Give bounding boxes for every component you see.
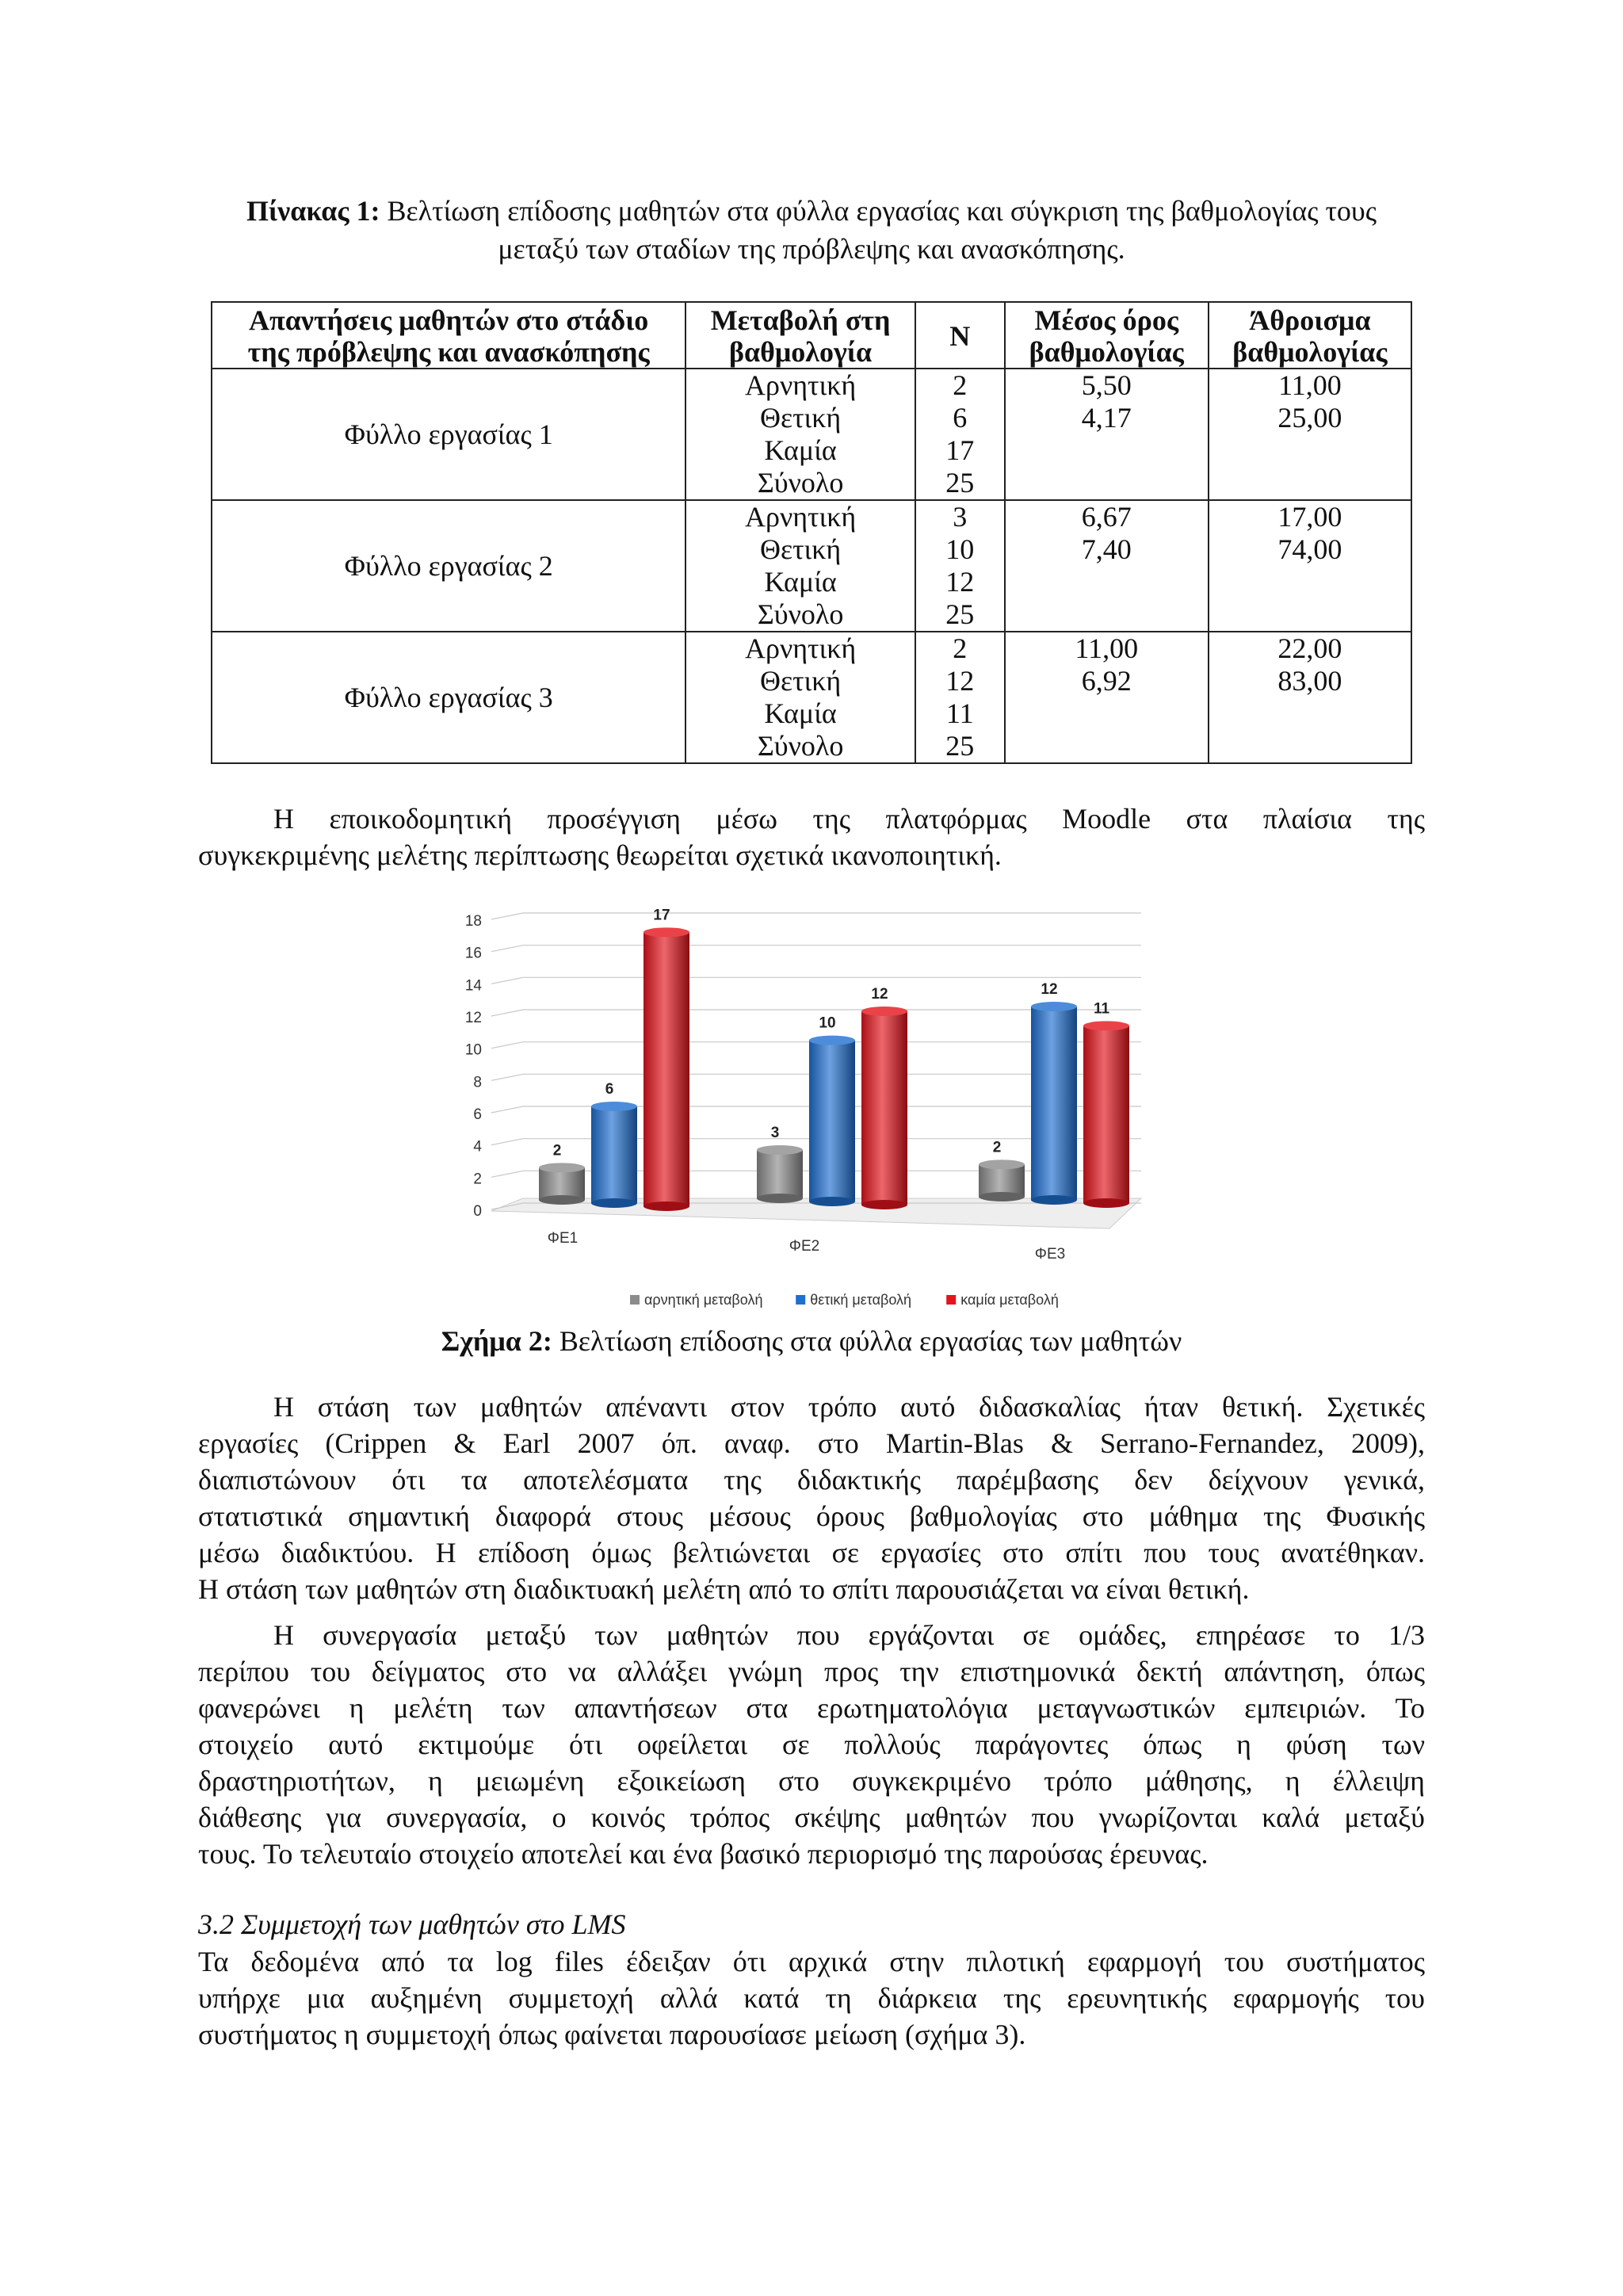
legend-swatch [630,1295,640,1305]
table-caption-text-line1: Βελτίωση επίδοσης μαθητών στα φύλλα εργασίας και σύγκριση της βαθμολογίας τους [387,195,1377,227]
legend-label: θετική μεταβολή [810,1292,912,1308]
paragraph-attitude [198,1389,1425,1607]
bar-ΦΕ1-καμία μεταβολή [643,932,689,1206]
paragraph-line: διαπιστώνουν ότι τα αποτελέσματα της διδακτικής παρέμβασης δεν δείχνουν γενικά, [198,1464,1425,1496]
results-table [211,301,1412,764]
header-responses: Απαντήσεις μαθητών στο στάδιο της πρόβλεψης και ανασκόπησης [212,302,685,369]
mean-cell: 6,67 7,40 [1005,500,1209,632]
n-cell: 2 6 17 25 [915,369,1005,500]
paragraph-line: Η στάση των μαθητών απέναντι στον τρόπο αυτό διδασκαλίας ήταν θετική. Σχετικές [273,1391,1425,1423]
change-cell: Αρνητική Θετική Καμία Σύνολο [685,632,915,763]
paragraph-line: συστήματος η συμμετοχή όπως φαίνεται παρουσίασε μείωση (σχήμα 3). [198,2019,1026,2050]
table-header-row [212,302,1411,369]
sum-cell: 11,00 25,00 [1209,369,1411,500]
y-tick-label: 10 [464,1041,482,1059]
header-sum: Άθροισμα βαθμολογίας [1209,302,1411,369]
figure-caption [198,1322,1425,1360]
bar-ΦΕ3-θετική μεταβολή [1031,1007,1077,1200]
table-row [212,632,1411,763]
x-tick-label: ΦΕ1 [547,1230,579,1247]
table-row [212,369,1411,500]
gridline-depth [491,1106,523,1113]
bar-ΦΕ1-θετική μεταβολή [591,1106,637,1203]
n-cell: 3 10 12 25 [915,500,1005,632]
bar-top [809,1036,855,1045]
change-cell: Αρνητική Θετική Καμία Σύνολο [685,500,915,632]
gridline-depth [491,977,523,984]
y-tick-label: 14 [464,977,482,995]
sheet-label: Φύλλο εργασίας 2 [212,500,685,632]
bar-ΦΕ3-αρνητική μεταβολή [979,1164,1025,1197]
gridline-depth [491,1139,523,1145]
table-caption [198,192,1425,268]
x-tick-label: ΦΕ2 [789,1238,820,1255]
bar-top [1083,1021,1129,1030]
x-tick-label: ΦΕ3 [1034,1246,1066,1263]
bar-top [591,1102,637,1111]
sheet-label: Φύλλο εργασίας 1 [212,369,685,500]
figure-caption-label: Σχήμα 2: [441,1325,552,1357]
paragraph-line: Η στάση των μαθητών στη διαδικτυακή μελέτη από το σπίτι παρουσιάζεται να είναι θετική. [198,1573,1250,1605]
bar-ΦΕ3-καμία μεταβολή [1083,1026,1129,1203]
y-tick-label: 6 [473,1106,482,1123]
bar-top [979,1159,1025,1169]
bar-bottom [1031,1195,1077,1205]
paragraph-line: Η εποικοδομητική προσέγγιση μέσω της πλατφόρμας Moodle στα πλαίσια της [273,803,1425,835]
y-tick-label: 8 [473,1074,482,1091]
gridline-depth [491,913,523,919]
data-label: 17 [653,907,670,924]
table-caption-label: Πίνακας 1: [246,195,380,227]
y-tick-label: 18 [464,913,482,930]
table-caption-text-line2: μεταξύ των σταδίων της πρόβλεψης και ανασκόπησης. [498,233,1125,265]
y-tick-label: 4 [473,1138,482,1156]
paragraph-lms [198,1943,1425,2053]
data-label: 12 [1041,981,1058,998]
bar-ΦΕ2-αρνητική μεταβολή [757,1150,803,1198]
sheet-label: Φύλλο εργασίας 3 [212,632,685,763]
bar-ΦΕ2-θετική μεταβολή [809,1041,855,1201]
bar-bottom [591,1198,637,1208]
paragraph-line: Η συνεργασία μεταξύ των μαθητών που εργάζονται σε ομάδες, επηρέασε το 1/3 [273,1619,1425,1651]
mean-cell: 11,00 6,92 [1005,632,1209,763]
header-change: Μεταβολή στη βαθμολογία [685,302,915,369]
bar-bottom [979,1192,1025,1201]
gridline-depth [491,1042,523,1049]
legend-swatch [946,1295,956,1305]
legend-swatch [796,1295,805,1305]
paragraph-line: υπήρχε μια αυξημένη συμμετοχή αλλά κατά τη διάρκεια της ερευνητικής εφαρμογής του [198,1982,1425,2014]
paragraph-line: Τα δεδομένα από τα log files έδειξαν ότι αρχικά στην πιλοτική εφαρμογή του συστήματος [198,1946,1425,1977]
data-label: 12 [871,986,888,1003]
paragraph-line: συγκεκριμένης μελέτης περίπτωσης θεωρείται σχετικά ικανοποιητική. [198,839,1002,871]
bar-top [1031,1002,1077,1011]
y-tick-label: 12 [464,1010,482,1026]
bar-chart [444,904,1189,1316]
paragraph-line: στατιστικά σημαντική διαφορά στους μέσους όρους βαθμολογίας στο μάθημα της Φυσικής [198,1500,1425,1532]
paragraph-cooperation [198,1617,1425,1872]
bar-top [539,1163,585,1172]
paragraph-line: στοιχείο αυτό εκτιμούμε ότι οφείλεται σε πολλούς παράγοντες όπως η φύση των [198,1729,1425,1760]
header-mean: Μέσος όρος βαθμολογίας [1005,302,1209,369]
data-label: 2 [992,1139,1002,1156]
paragraph-line: διάθεσης για συνεργασία, ο κοινός τρόπος σκέψης μαθητών που γνωρίζονται καλά μεταξύ [198,1801,1425,1833]
gridline-depth [491,1074,523,1080]
change-cell: Αρνητική Θετική Καμία Σύνολο [685,369,915,500]
legend-label: αρνητική μεταβολή [644,1292,763,1308]
table-row [212,500,1411,632]
mean-cell: 5,50 4,17 [1005,369,1209,500]
bar-bottom [1083,1198,1129,1208]
paragraph-line: εργασίες (Crippen & Earl 2007 όπ. αναφ. στο Martin-Blas & Serrano-Fernandez, 2009), [198,1427,1425,1459]
data-label: 2 [552,1142,562,1159]
bar-top [861,1007,907,1016]
data-label: 6 [605,1081,614,1098]
sum-cell: 22,00 83,00 [1209,632,1411,763]
paragraph-line: φανερώνει η μελέτη των απαντήσεων στα ερωτηματολόγια μεταγνωστικών εμπειριών. Το [198,1692,1425,1724]
bar-bottom [539,1195,585,1205]
bar-bottom [757,1194,803,1203]
figure-caption-text: Βελτίωση επίδοσης στα φύλλα εργασίας των μαθητών [559,1325,1182,1357]
n-cell: 2 12 11 25 [915,632,1005,763]
paragraph-line: δραστηριοτήτων, η μειωμένη εξοικείωση στο συγκεκριμένο τρόπο μάθησης, η έλλειψη [198,1765,1425,1797]
bar-top [757,1145,803,1155]
bar-ΦΕ2-καμία μεταβολή [861,1011,907,1205]
paragraph-line: μέσω διαδικτύου. Η επίδοση όμως βελτιώνεται σε εργασίες στο σπίτι που τους ανατέθηκαν. [198,1537,1425,1568]
paragraph-intro [198,800,1425,873]
y-tick-label: 2 [473,1171,482,1188]
bar-ΦΕ1-αρνητική μεταβολή [539,1167,585,1200]
data-label: 11 [1093,1000,1110,1018]
section-title: 3.2 Συμμετοχή των μαθητών στο LMS [198,1908,626,1940]
data-label: 10 [819,1014,836,1032]
paragraph-line: τους. Το τελευταίο στοιχείο αποτελεί και ένα βασικό περιορισμό της παρούσας έρευνας. [198,1838,1209,1870]
gridline-depth [491,946,523,952]
gridline-depth [491,1171,523,1177]
gridline-depth [491,1010,523,1016]
y-tick-label: 0 [473,1203,482,1220]
paragraph-line: περίπου του δείγματος στο να αλλάξει γνώμη προς την επιστημονικά δεκτή απάντηση, όπως [198,1656,1425,1687]
bar-bottom [861,1200,907,1209]
bar-bottom [809,1197,855,1206]
legend-label: καμία μεταβολή [960,1292,1059,1308]
header-n: N [915,302,1005,369]
bar-bottom [643,1201,689,1211]
data-label: 3 [770,1125,780,1141]
y-tick-label: 16 [464,945,482,962]
sum-cell: 17,00 74,00 [1209,500,1411,632]
bar-top [643,927,689,937]
